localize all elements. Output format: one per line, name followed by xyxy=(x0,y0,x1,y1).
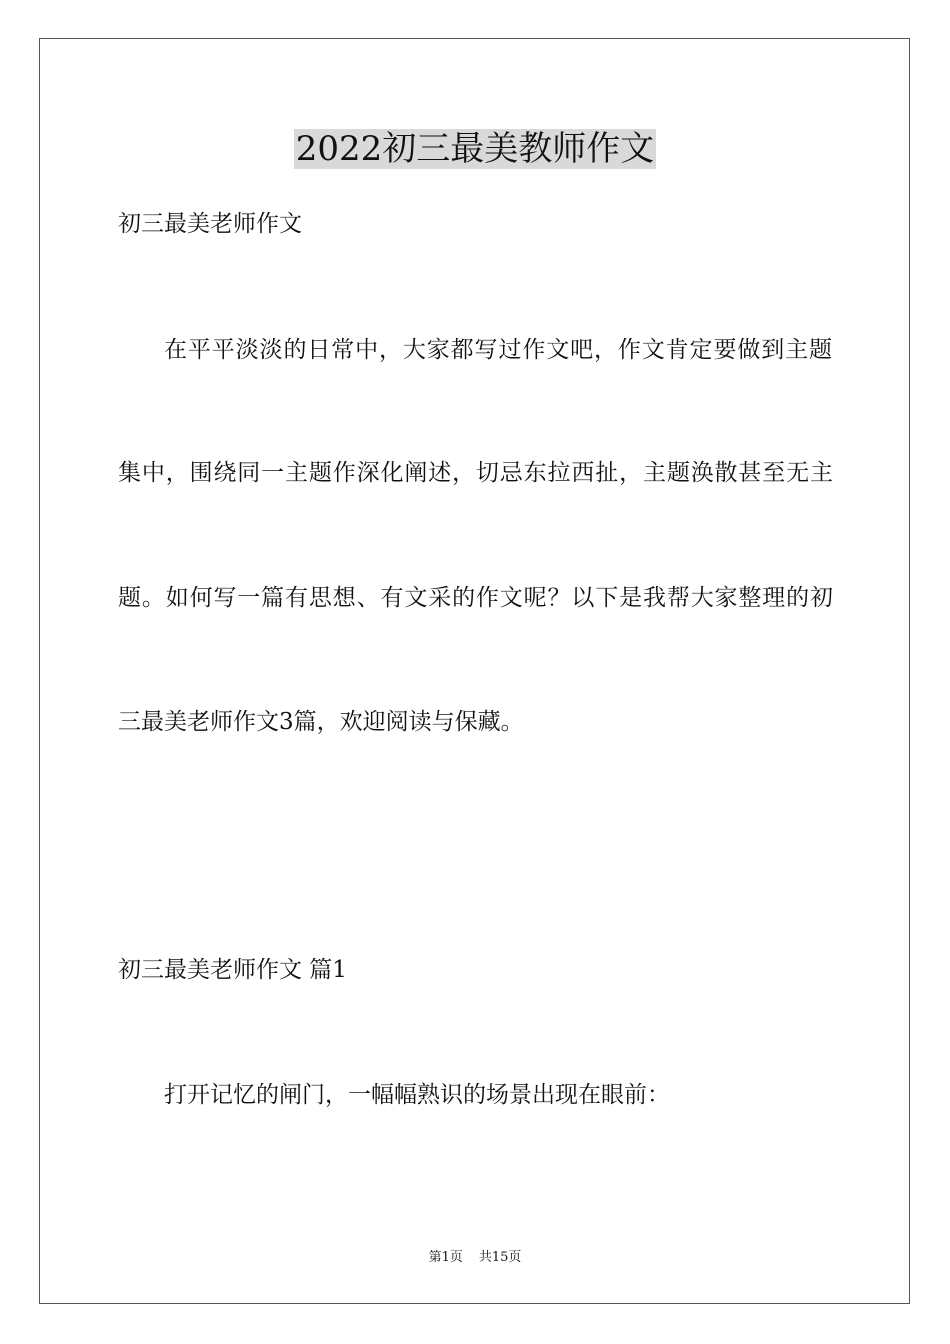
document-title xyxy=(0,127,950,171)
total-pages: 共15页 xyxy=(478,1250,522,1265)
document-title-text: 2022初三最美教师作文 xyxy=(295,129,655,169)
paragraph-line: 在平平淡淡的日常中，大家都写过作文吧，作文肯定要做到主题 xyxy=(164,337,832,363)
page-number: 第1页 xyxy=(428,1250,463,1265)
paragraph-line: 集中，围绕同一主题作深化阐述，切忌东拉西扯，主题涣散甚至无主 xyxy=(118,460,833,486)
paragraph-line: 打开记忆的闸门，一幅幅熟识的场景出现在眼前： xyxy=(164,1082,670,1108)
paragraph-line: 三最美老师作文3篇，欢迎阅读与保藏。 xyxy=(118,709,524,735)
document-subtitle: 初三最美老师作文 xyxy=(118,211,302,237)
section-heading: 初三最美老师作文 篇1 xyxy=(118,957,347,983)
paragraph-line: 题。如何写一篇有思想、有文采的作文呢？以下是我帮大家整理的初 xyxy=(118,585,833,611)
page-footer xyxy=(0,1249,950,1267)
